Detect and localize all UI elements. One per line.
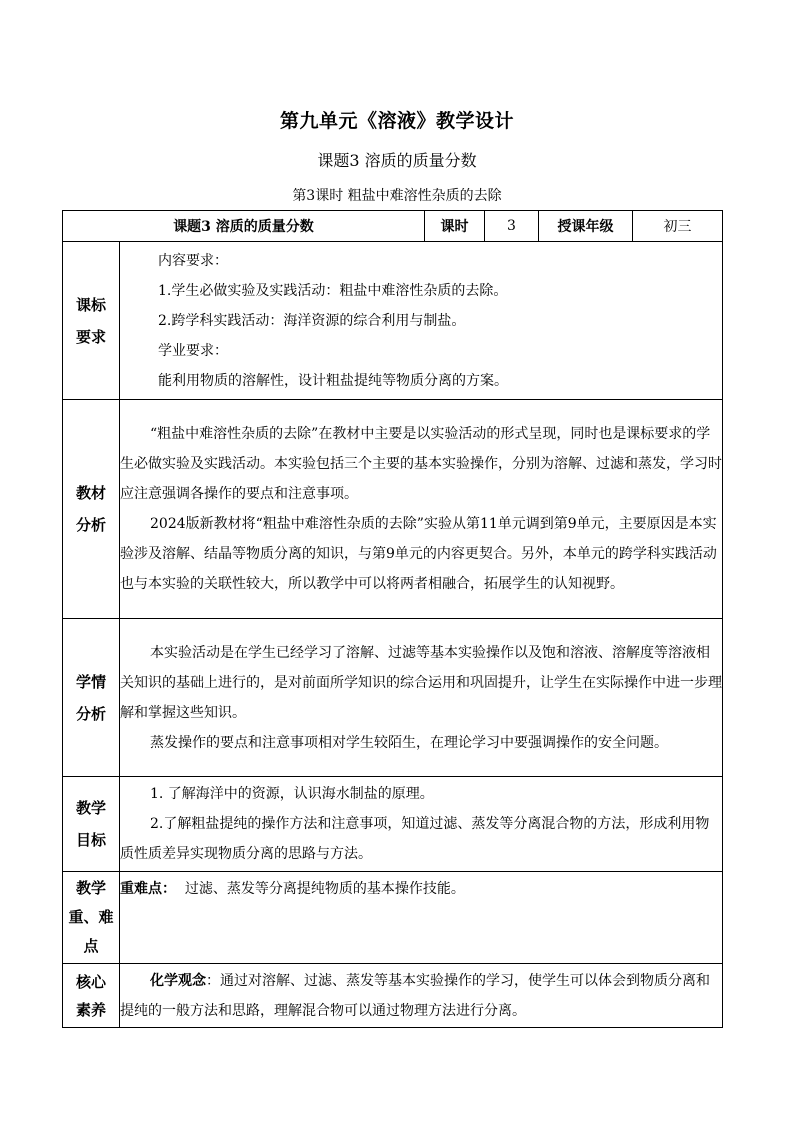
header-topic: 课题3 溶质的质量分数 <box>63 211 425 242</box>
header-grade-label: 授课年级 <box>539 211 633 242</box>
label-goals: 教学 目标 <box>63 777 120 872</box>
row-curriculum <box>63 242 723 400</box>
goal-item: 1. 了解海洋中的资源，认识海水制盐的原理。 <box>150 786 434 802</box>
core-text: 通过对溶解、过滤、蒸发等基本实验操作的学习，使学生可以体会到物质分离和提纯的一般方法和思路，理解混合物可以通过物理方法进行分离。 <box>120 972 710 1019</box>
content-goals <box>120 777 723 872</box>
curriculum-line: 2.跨学科实践活动：海洋资源的综合利用与制盐。 <box>158 312 466 329</box>
curriculum-line: 能利用物质的溶解性，设计粗盐提纯等物质分离的方案。 <box>158 372 508 389</box>
textbook-paragraph: “粗盐中难溶性杂质的去除”在教材中主要是以实验活动的形式呈现，同时也是课标要求的学生必做实验及实践活动。本实验包括三个主要的基本实验操作，分别为溶解、过滤和蒸发，学习时应注意强调各操作的要点和注意事项。 <box>120 426 722 502</box>
row-goals <box>63 777 723 872</box>
content-students <box>120 619 723 777</box>
header-grade-value: 初三 <box>633 211 723 242</box>
students-paragraph: 本实验活动是在学生已经学习了溶解、过滤等基本实验操作以及饱和溶液、溶解度等溶液相关知识的基础上进行的，是对前面所学知识的综合运用和巩固提升，让学生在实际操作中进一步理解和掌握这些知识。 <box>120 644 722 721</box>
key-keyword: 重难点： <box>120 881 176 897</box>
row-students <box>63 619 723 777</box>
content-textbook <box>120 400 723 619</box>
header-row <box>63 211 723 242</box>
doc-title: 第九单元《溶液》教学设计 <box>279 110 514 132</box>
header-period-label: 课时 <box>425 211 485 242</box>
curriculum-line: 1.学生必做实验及实践活动：粗盐中难溶性杂质的去除。 <box>158 282 508 299</box>
lesson-plan-table <box>62 210 723 1028</box>
label-students: 学情 分析 <box>63 619 120 777</box>
content-core <box>120 964 723 1028</box>
textbook-paragraph: 2024版新教材将“粗盐中难溶性杂质的去除”实验从第11单元调到第9单元，主要原因是本实验涉及溶解、结晶等物质分离的知识，与第9单元的内容更契合。另外，本单元的跨学科实践活动也与本实验的关联性较大，所以教学中可以将两者相融合，拓展学生的认知视野。 <box>120 516 717 592</box>
row-key <box>63 872 723 964</box>
content-curriculum <box>120 242 723 400</box>
core-colon: ： <box>206 972 220 989</box>
curriculum-line: 内容要求： <box>158 252 228 269</box>
row-core <box>63 964 723 1028</box>
curriculum-line: 学业要求： <box>158 342 228 359</box>
header-period-value: 3 <box>485 211 539 242</box>
core-keyword: 化学观念 <box>150 972 206 989</box>
label-curriculum: 课标 要求 <box>63 242 120 400</box>
label-core: 核心 素养 <box>63 964 120 1028</box>
goal-item: 2.了解粗盐提纯的操作方法和注意事项，知道过滤、蒸发等分离混合物的方法，形成利用物质性质差异实现物质分离的思路与方法。 <box>120 816 710 862</box>
row-textbook <box>63 400 723 619</box>
label-textbook: 教材 分析 <box>63 400 120 619</box>
doc-subtitle: 课题3 溶质的质量分数 <box>317 151 477 170</box>
label-key: 教学 重、难 点 <box>63 872 120 964</box>
lesson-title: 第3课时 粗盐中难溶性杂质的去除 <box>292 188 502 204</box>
key-text: 过滤、蒸发等分离提纯物质的基本操作技能。 <box>176 881 465 897</box>
content-key <box>120 872 723 964</box>
students-paragraph: 蒸发操作的要点和注意事项相对学生较陌生，在理论学习中要强调操作的安全问题。 <box>150 734 668 751</box>
